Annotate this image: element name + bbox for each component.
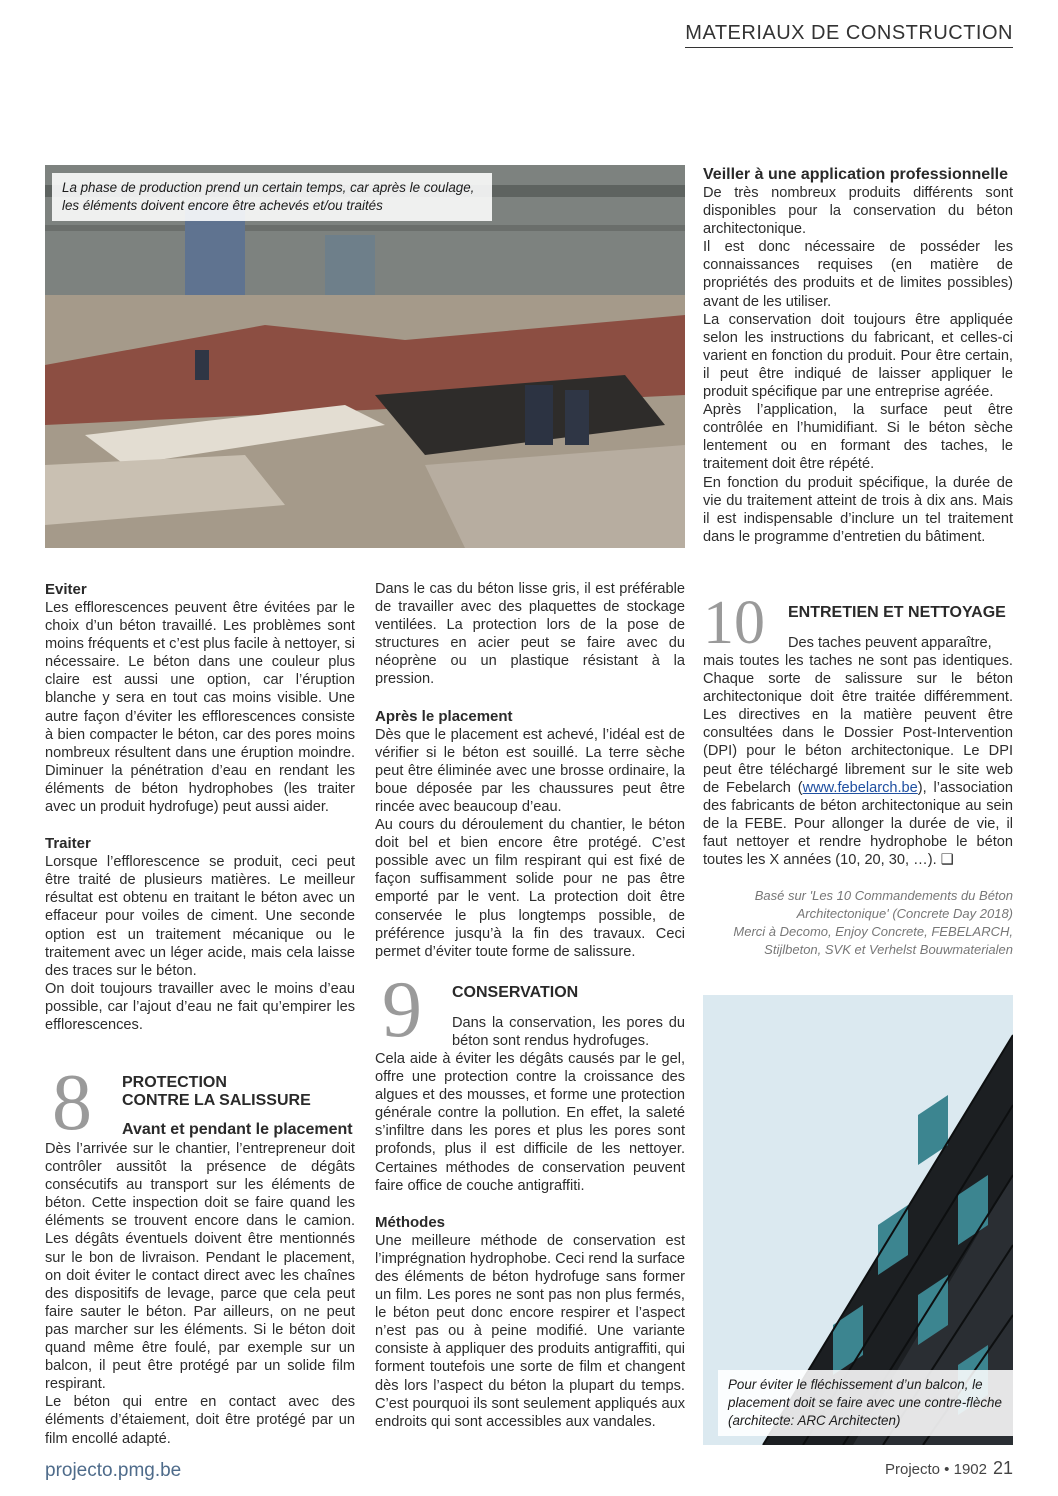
text-veiller-5: En fonction du produit spécifique, la durée de vie du traitement atteint de trois à dix ans. Mais il est indispensable d’inclure un tel traitement dans le programme d’entretien du bâtiment. bbox=[703, 474, 1013, 545]
section-8-number: 8 bbox=[52, 1059, 92, 1147]
text-methodes: Une meilleure méthode de conservation est l’imprégnation hydrophobe. Ceci rend la surface des éléments de béton hydrofuge sans former un film. Les pores ne sont pas non plus fermés, le béton peut donc encore respirer et l’aspect n’est pas ou à peine modifié. Une variante consiste à appliquer des produits antigraffiti, qui forment toutefois une sorte de film et changent dès lors l’aspect du béton la plupart du temps. C’est pourquoi ils sont seulement appliqués aux endroits qui sont accessibles aux vandales. bbox=[375, 1232, 685, 1430]
photo1-caption: La phase de production prend un certain temps, car après le coulage, les éléments doivent encore être achevés et/ou traités bbox=[52, 173, 492, 221]
issue-label: Projecto • 1902 bbox=[884, 1461, 987, 1478]
section-8-body bbox=[45, 1140, 355, 1448]
credit-line-4: Stijlbeton, SVK et Verhelst Bouwmaterialen bbox=[764, 942, 1013, 957]
text-veiller-2: Il est donc nécessaire de posséder les connaissances requises (en matière de propriétés des produits et de limites possibles) avant de les utiliser. bbox=[703, 239, 1013, 310]
factory-photo-illustration bbox=[45, 165, 685, 548]
text-apres-2: Au cours du déroulement du chantier, le béton doit bel et bien encore être protégé. C’est possible avec un film respirant qui est fixé de façon suffisamment solide pour ne pas être emporté par le vent. La protection doit être conservée le plus longtemps possible, de préférence jusqu’à la fin des travaux. Ceci permet d’éviter toute forme de salissure. bbox=[375, 817, 685, 960]
section-8-title-line1: PROTECTION bbox=[122, 1074, 227, 1091]
heading-avant-placement: Avant et pendant le placement bbox=[122, 1121, 353, 1138]
section-10-body bbox=[703, 652, 1013, 869]
text-sec10 bbox=[703, 652, 1013, 869]
text-veiller-3: La conservation doit toujours être appliquée selon les instructions du fabricant, et celles-ci varient en fonction du produit. Pour être certain, il peut être indiqué de laisser appliquer le produit spécifique par une entreprise agréée. bbox=[703, 311, 1013, 401]
column-1 bbox=[45, 580, 355, 1034]
credit-line-3: Merci à Decomo, Enjoy Concrete, FEBELARCH, bbox=[733, 924, 1013, 939]
page-number: 21 bbox=[992, 1458, 1013, 1478]
credit-line-2: Architectonique' (Concrete Day 2018) bbox=[796, 906, 1013, 921]
section-9-number: 9 bbox=[382, 966, 422, 1054]
text-eviter: Les efflorescences peuvent être évitées par le choix d’un béton travaillé. Les problèmes sont moins fréquents et c’est plus facile à nettoyer, si nécessaire. Le béton dans une couleur plus claire est aussi une option, car l’éruption blanche y sera en tout cas moins visible. Une autre façon d’éviter les efflorescences consiste à bien compacter le béton, car des pores moins nombreux résultent dans une éruption moindre. Diminuer la pénétration d’eau en rendant les éléments de béton hydrophobes (les traiter avec un produit hydrofuge) peut aussi aider. bbox=[45, 600, 355, 816]
text-sec8-1: Dès l’arrivée sur le chantier, l’entrepreneur doit contrôler aussitôt la présence de dégâts consécutifs au transport sur les éléments de béton. Cette inspection doit se faire quand les éléments se trouvent encore dans le camion. Les dégâts éventuels doivent être mentionnés sur le bon de livraison. Pendant le placement, on doit éviter le contact direct avec les chaînes des dispositifs de levage, parce que cela peut faire sauter le béton. Par ailleurs, on ne peut pas marcher sur les éléments. Si le béton doit quand même être foulé, par exemple sur un balcon, il peut être protégé par un solide film respirant. bbox=[45, 1141, 355, 1393]
column-3 bbox=[703, 165, 1013, 546]
section-9-title: CONSERVATION bbox=[452, 984, 579, 1001]
text-traiter-2: On doit toujours travailler avec le moins d’eau possible, car l’ajout d’eau ne fait qu’empirer les efflorescences. bbox=[45, 980, 355, 1033]
heading-apres-placement: Après le placement bbox=[375, 707, 513, 725]
section-10-lead: Des taches peuvent apparaître, bbox=[788, 635, 992, 651]
text-intro-col2: Dans le cas du béton lisse gris, il est préférable de travailler avec des plaquettes de stockage ventilées. La protection lors de la pose de structures en acier peut se faire avec du néoprène ou un plastique résistant à la pression. bbox=[375, 581, 685, 688]
section-9-lead: Dans la conservation, les pores du béton sont rendus hydrofuges. bbox=[452, 1015, 685, 1050]
heading-veiller: Veiller à une application professionnelle bbox=[703, 166, 1008, 183]
text-sec10-b: ), l’association des fabricants de béton architectonique au sein de la FEBE. Pour allonger la durée de vie, il faut nettoyer et rendre hydrophobe le béton toutes les X années (10, 20, 30, …). ❑ bbox=[703, 779, 1013, 869]
text-apres-1: Dès que le placement est achevé, l’idéal est de vérifier si le béton est souillé. La terre sèche peut être éliminée avec une brosse ordinaire, la boue déposée par les chaussures peut être rincée avec beaucoup d’eau. bbox=[375, 726, 685, 815]
factory-photo bbox=[45, 165, 685, 548]
credits bbox=[703, 887, 1013, 959]
photo2-caption: Pour éviter le fléchissement d’un balcon, le placement doit se faire avec une contre-flèche (architecte: ARC Architecten) bbox=[718, 1370, 1023, 1436]
footer-issue bbox=[885, 1458, 1013, 1479]
text-veiller-1: De très nombreux produits différents sont disponibles pour la conservation du béton architectonique. bbox=[703, 185, 1013, 238]
column-2 bbox=[375, 580, 685, 961]
text-sec8-2: Le béton qui entre en contact avec des éléments d’étaiement, doit être protégé par un film encollé adapté. bbox=[45, 1394, 355, 1447]
heading-traiter: Traiter bbox=[45, 835, 91, 853]
footer-website[interactable]: projecto.pmg.be bbox=[45, 1460, 182, 1481]
section-8-title bbox=[122, 1074, 311, 1110]
text-sec9: Cela aide à éviter les dégâts causés par le gel, offre une protection contre la croissance des algues et des mousses, et forme une protection générale contre la pollution. En effet, la saleté s’infiltre dans les pores et plus les pores sont profonds, plus il est difficile de les nettoyer. Certaines méthodes de conservation peuvent faire office de couche antigraffiti. bbox=[375, 1051, 685, 1194]
text-traiter-1: Lorsque l’efflorescence se produit, ceci peut être traité de plusieurs matières. Le meilleur résultat est obtenu en traitant le béton avec un effaceur pour voiles de ciment. Une seconde option est un traitement mécanique ou le traitement avec un léger acide, mais cela laisse des traces sur le béton. bbox=[45, 854, 355, 979]
text-veiller-4: Après l’application, la surface peut être contrôlée en l’humidifiant. Si le béton sèche lentement ou en formant des taches, le traitement doit être répété. bbox=[703, 402, 1013, 473]
section-8-title-line2: CONTRE LA SALISSURE bbox=[122, 1092, 311, 1109]
section-10-title: ENTRETIEN ET NETTOYAGE bbox=[788, 604, 1006, 621]
section-label: MATERIAUX DE CONSTRUCTION bbox=[685, 22, 1013, 48]
febelarch-link[interactable]: www.febelarch.be bbox=[802, 779, 918, 796]
credit-line-1: Basé sur 'Les 10 Commandements du Béton bbox=[754, 888, 1013, 903]
section-10-number: 10 bbox=[703, 589, 765, 657]
heading-eviter: Eviter bbox=[45, 581, 87, 598]
section-9-body bbox=[375, 1050, 685, 1431]
heading-methodes: Méthodes bbox=[375, 1213, 446, 1231]
text-sec10-a: mais toutes les taches ne sont pas identiques. Chaque sorte de salissure sur le béton architectonique doit être traitée différemment. Les directives en la matière peuvent être consultées dans le Dossier Post-Intervention (DPI) pour le béton architectonique. Le DPI peut être téléchargé librement sur le site web de Febelarch ( bbox=[703, 653, 1013, 796]
